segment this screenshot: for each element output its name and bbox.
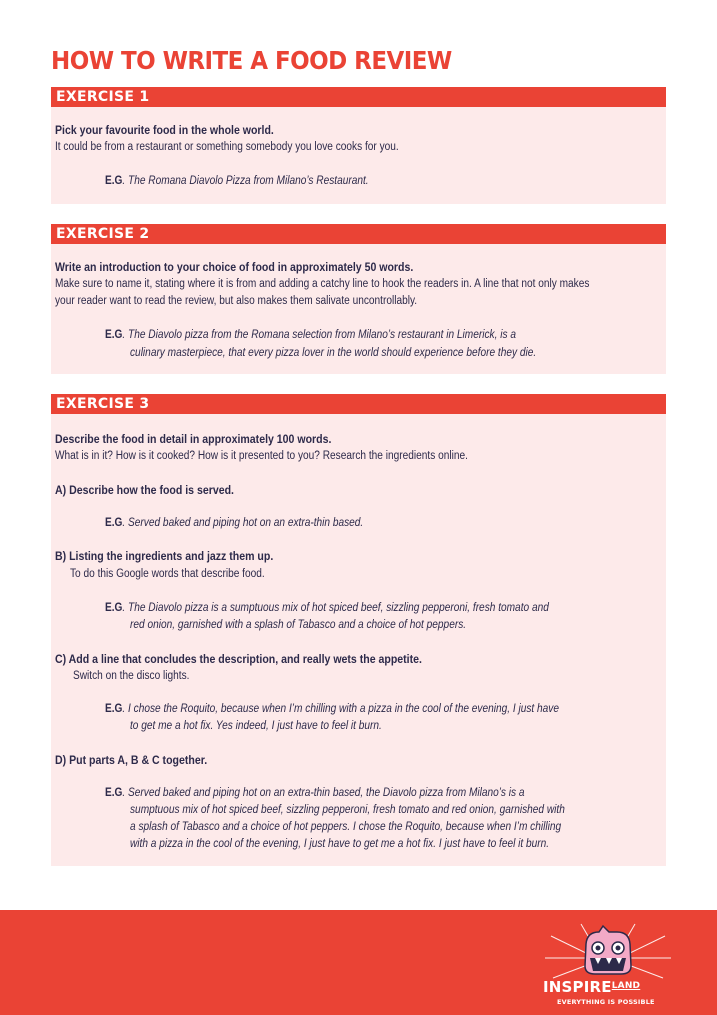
eg-label: E.G <box>105 175 123 187</box>
part-a-title: A) Describe how the food is served. <box>55 483 234 497</box>
exercise-1-text: It could be from a restaurant or something somebody you love cooks for you. <box>55 141 399 153</box>
example-text: . The Romana Diavolo Pizza from Milano’s Restaurant. <box>122 175 369 187</box>
exercise-1-heading: EXERCISE 1 <box>51 87 666 107</box>
eg-label: E.G <box>105 329 123 341</box>
exercise-3-heading: EXERCISE 3 <box>51 394 666 414</box>
part-c-example-line-1 <box>105 701 559 717</box>
part-b-example-line-2: red onion, garnished with a splash of Tabasco and a choice of hot peppers. <box>130 619 467 631</box>
part-c-example-line-2: to get me a hot fix. Yes indeed, I just have to feel it burn. <box>130 720 382 732</box>
part-c-title: C) Add a line that concludes the description, and really wets the appetite. <box>55 652 422 666</box>
part-d-example-line-3: a splash of Tabasco and a choice of hot peppers. I chose the Roquito, because when I’m chilling <box>130 821 562 833</box>
part-d-example-line-4: with a pizza in the cool of the evening, I just have to get me a hot fix. I just have to feel it burn. <box>130 838 550 850</box>
eg-label: E.G <box>105 517 123 529</box>
brand-logo-text <box>543 978 640 996</box>
example-text: . Served baked and piping hot on an extra-thin based, the Diavolo pizza from Milano’s is a <box>122 787 525 799</box>
eg-label: E.G <box>105 787 123 799</box>
part-d-example-line-2: sumptuous mix of hot spiced beef, sizzling pepperoni, fresh tomato and red onion, garnished with <box>130 804 565 816</box>
page-title: HOW TO WRITE A FOOD REVIEW <box>51 46 452 75</box>
eg-label: E.G <box>105 602 123 614</box>
exercise-1-instruction: Pick your favourite food in the whole world. <box>55 123 274 137</box>
part-d-example-line-1 <box>105 785 524 801</box>
exercise-3-text: What is in it? How is it cooked? How is it presented to you? Research the ingredients online. <box>55 450 468 462</box>
exercise-2-example-line-1 <box>105 327 516 343</box>
example-text: . The Diavolo pizza is a sumptuous mix of hot spiced beef, sizzling pepperoni, fresh tomato and <box>122 602 549 614</box>
brand-name: INSPIRE <box>543 978 612 996</box>
exercise-3-instruction: Describe the food in detail in approximately 100 words. <box>55 432 332 446</box>
part-b-title: B) Listing the ingredients and jazz them up. <box>55 549 274 563</box>
brand-tagline: EVERYTHING IS POSSIBLE <box>557 998 655 1006</box>
exercise-2-example-line-2: culinary masterpiece, that every pizza lover in the world should experience before they die. <box>130 347 537 359</box>
part-a-example <box>105 515 363 531</box>
brand-suffix: LAND <box>611 981 641 991</box>
part-b-text: To do this Google words that describe food. <box>70 568 265 580</box>
part-c-text: Switch on the disco lights. <box>73 670 190 682</box>
exercise-2-text-line-2: your reader want to read the review, but also makes them salivate uncontrollably. <box>55 295 418 307</box>
part-b-example-line-1 <box>105 600 549 616</box>
example-text: . I chose the Roquito, because when I’m chilling with a pizza in the cool of the evening, I just have <box>122 703 559 715</box>
exercise-2-instruction: Write an introduction to your choice of food in approximately 50 words. <box>55 260 414 274</box>
example-text: . Served baked and piping hot on an extra-thin based. <box>122 517 364 529</box>
exercise-2-heading: EXERCISE 2 <box>51 224 666 244</box>
exercise-2-text-line-1: Make sure to name it, stating where it is from and adding a catchy line to hook the readers in. A line that not only makes <box>55 278 590 290</box>
part-d-title: D) Put parts A, B & C together. <box>55 753 208 767</box>
eg-label: E.G <box>105 703 123 715</box>
inspireland-mascot-icon <box>543 918 673 1010</box>
example-text: . The Diavolo pizza from the Romana selection from Milano’s restaurant in Limerick, is a <box>122 329 516 341</box>
exercise-1-example <box>105 173 369 189</box>
